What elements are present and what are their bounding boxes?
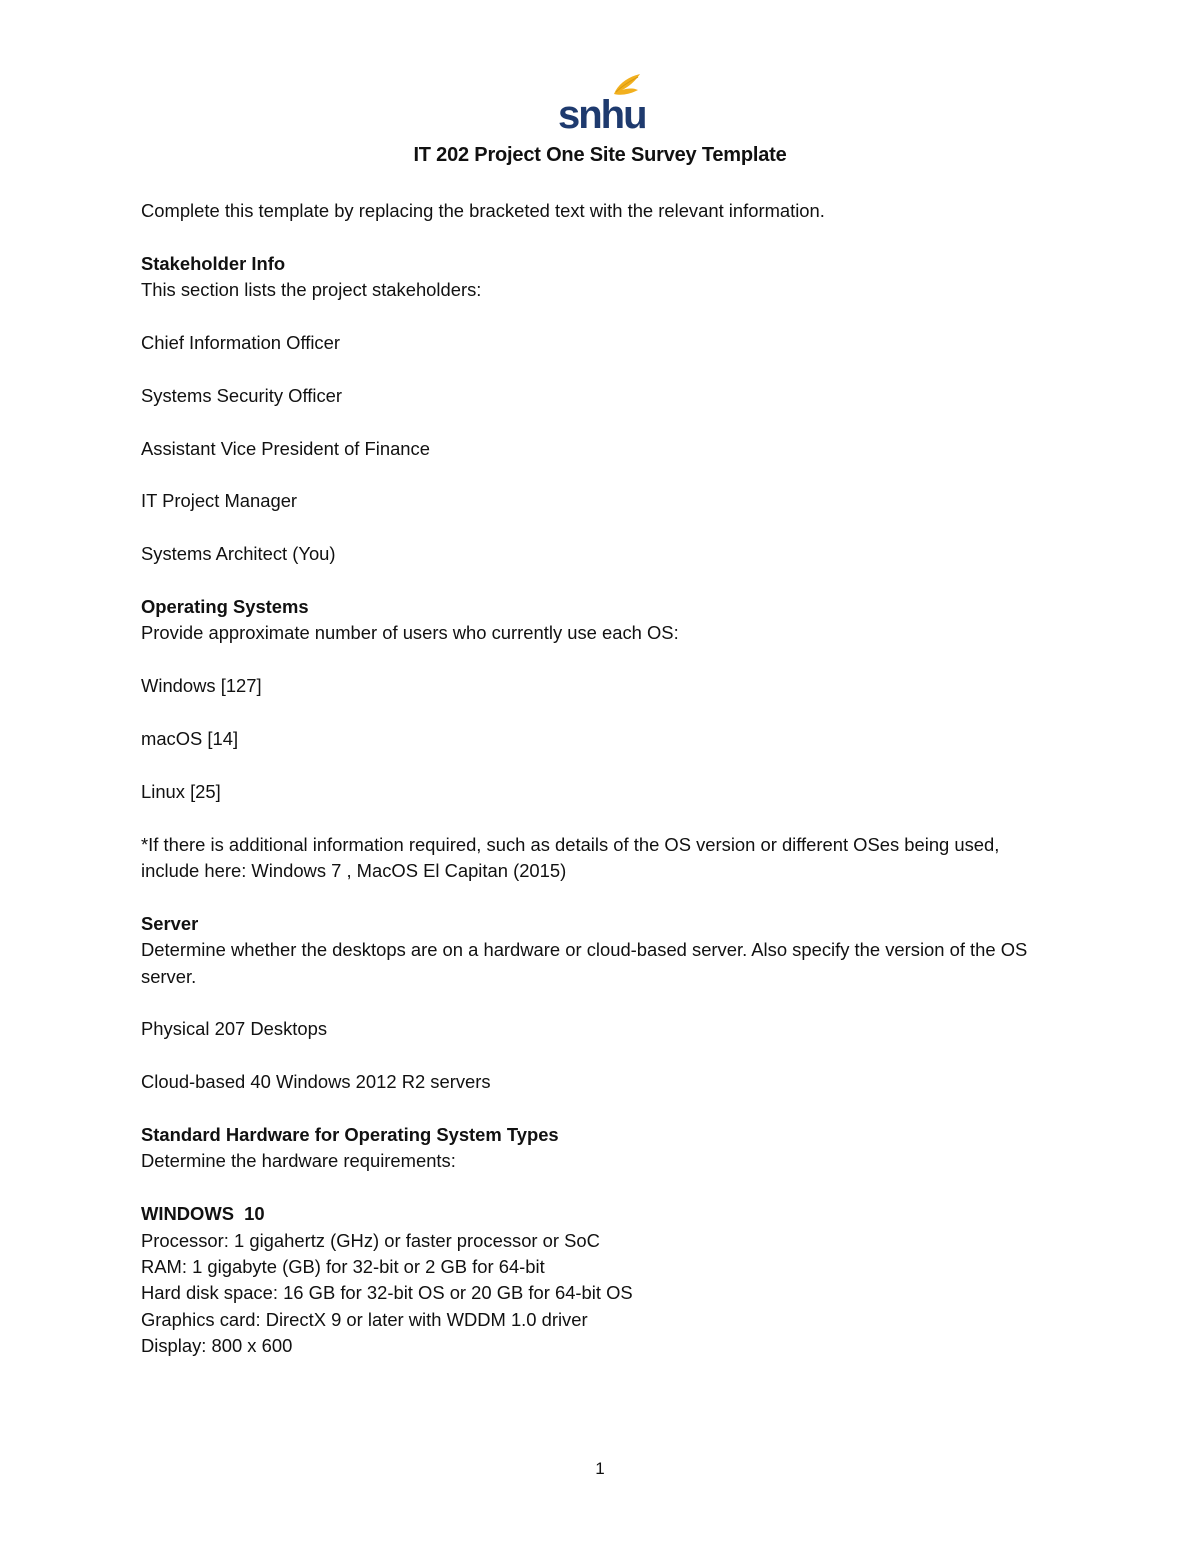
stakeholder-item: Systems Architect (You) <box>141 543 336 565</box>
hardware-spec: Processor: 1 gigahertz (GHz) or faster processor or SoC <box>141 1229 600 1251</box>
os-description: Provide approximate number of users who currently use each OS: <box>141 622 679 644</box>
stakeholder-item: IT Project Manager <box>141 490 298 512</box>
stakeholder-item: Assistant Vice President of Finance <box>141 437 430 459</box>
os-item: Windows [127] <box>141 675 262 697</box>
server-heading: Server <box>141 912 199 934</box>
snhu-wordmark: snhu <box>558 93 646 134</box>
intro-text: Complete this template by replacing the bracketed text with the relevant information. <box>141 200 825 221</box>
server-item: Cloud-based 40 Windows 2012 R2 servers <box>141 1071 491 1093</box>
hardware-spec: RAM: 1 gigabyte (GB) for 32-bit or 2 GB for 64-bit <box>141 1256 545 1277</box>
os-heading: Operating Systems <box>141 595 309 617</box>
server-item: Physical 207 Desktops <box>141 1018 328 1040</box>
document-body <box>141 198 1041 1360</box>
page-number: 1 <box>595 1459 605 1478</box>
document-title: IT 202 Project One Site Survey Template <box>413 144 787 166</box>
os-item: Linux [25] <box>141 780 221 802</box>
hardware-spec: Hard disk space: 16 GB for 32-bit OS or 20 GB for 64-bit OS <box>141 1282 633 1304</box>
hardware-spec: Graphics card: DirectX 9 or later with WDDM 1.0 driver <box>141 1308 588 1330</box>
server-description: Determine whether the desktops are on a hardware or cloud-based server. Also specify the version of the OS server. <box>141 939 1028 987</box>
snhu-logo <box>556 72 646 134</box>
hardware-heading: Standard Hardware for Operating System Types <box>141 1123 559 1145</box>
stakeholder-item: Chief Information Officer <box>141 332 340 353</box>
os-item: macOS [14] <box>141 727 239 749</box>
stakeholder-heading: Stakeholder Info <box>141 252 286 274</box>
hardware-description: Determine the hardware requirements: <box>141 1150 456 1172</box>
stakeholder-description: This section lists the project stakeholders: <box>141 279 482 301</box>
hardware-spec: Display: 800 x 600 <box>141 1335 293 1357</box>
os-note: *If there is additional information required, such as details of the OS version or different OSes being used, include here: Windows 7 , MacOS El Capitan (2015) <box>141 833 1000 881</box>
stakeholder-item: Systems Security Officer <box>141 384 342 406</box>
snhu-logo-icon <box>556 72 646 134</box>
windows-heading: WINDOWS 10 <box>141 1203 265 1225</box>
